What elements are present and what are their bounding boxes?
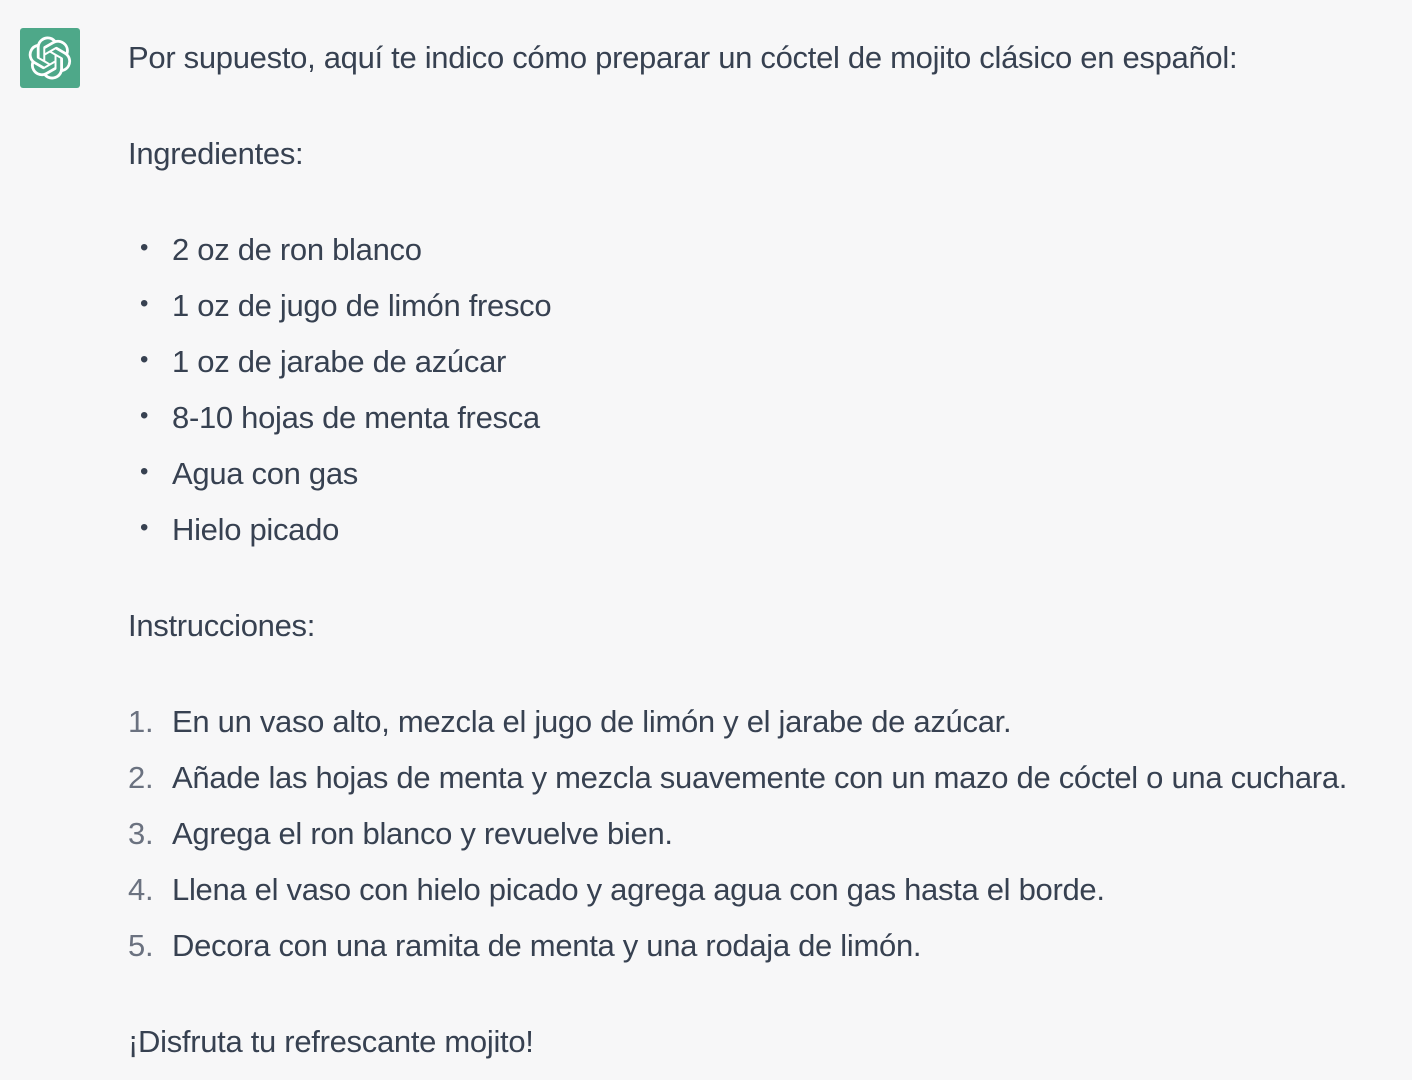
bullet-icon: • [140,402,149,429]
closing-text: ¡Disfruta tu refrescante mojito! [128,1024,534,1059]
instructions-list [128,694,1347,974]
openai-logo-icon [28,36,72,80]
list-item: 2. Añade las hojas de menta y mezcla suavemente con un mazo de cóctel o una cuchara. [128,760,1348,795]
instructions-heading: Instrucciones: [128,608,316,643]
intro-text: Por supuesto, aquí te indico cómo preparar un cóctel de mojito clásico en español: [128,40,1238,75]
bullet-icon: • [140,290,149,317]
ingredients-heading: Ingredientes: [128,136,304,171]
list-item: 4. Llena el vaso con hielo picado y agrega agua con gas hasta el borde. [128,872,1105,907]
list-item: 3. Agrega el ron blanco y revuelve bien. [128,816,673,851]
list-item: • 1 oz de jarabe de azúcar [128,334,551,390]
assistant-avatar [20,28,80,88]
list-item: • 8-10 hojas de menta fresca [128,390,551,446]
list-item: 1. En un vaso alto, mezcla el jugo de limón y el jarabe de azúcar. [128,704,1012,739]
list-item: • Agua con gas [128,446,551,502]
list-item: • 1 oz de jugo de limón fresco [128,278,551,334]
bullet-icon: • [140,458,149,485]
list-item: • Hielo picado [128,502,551,558]
ingredients-list [128,222,551,558]
bullet-icon: • [140,346,149,373]
list-item: 5. Decora con una ramita de menta y una rodaja de limón. [128,928,922,963]
bullet-icon: • [140,234,149,261]
list-item: • 2 oz de ron blanco [128,222,551,278]
bullet-icon: • [140,514,149,541]
